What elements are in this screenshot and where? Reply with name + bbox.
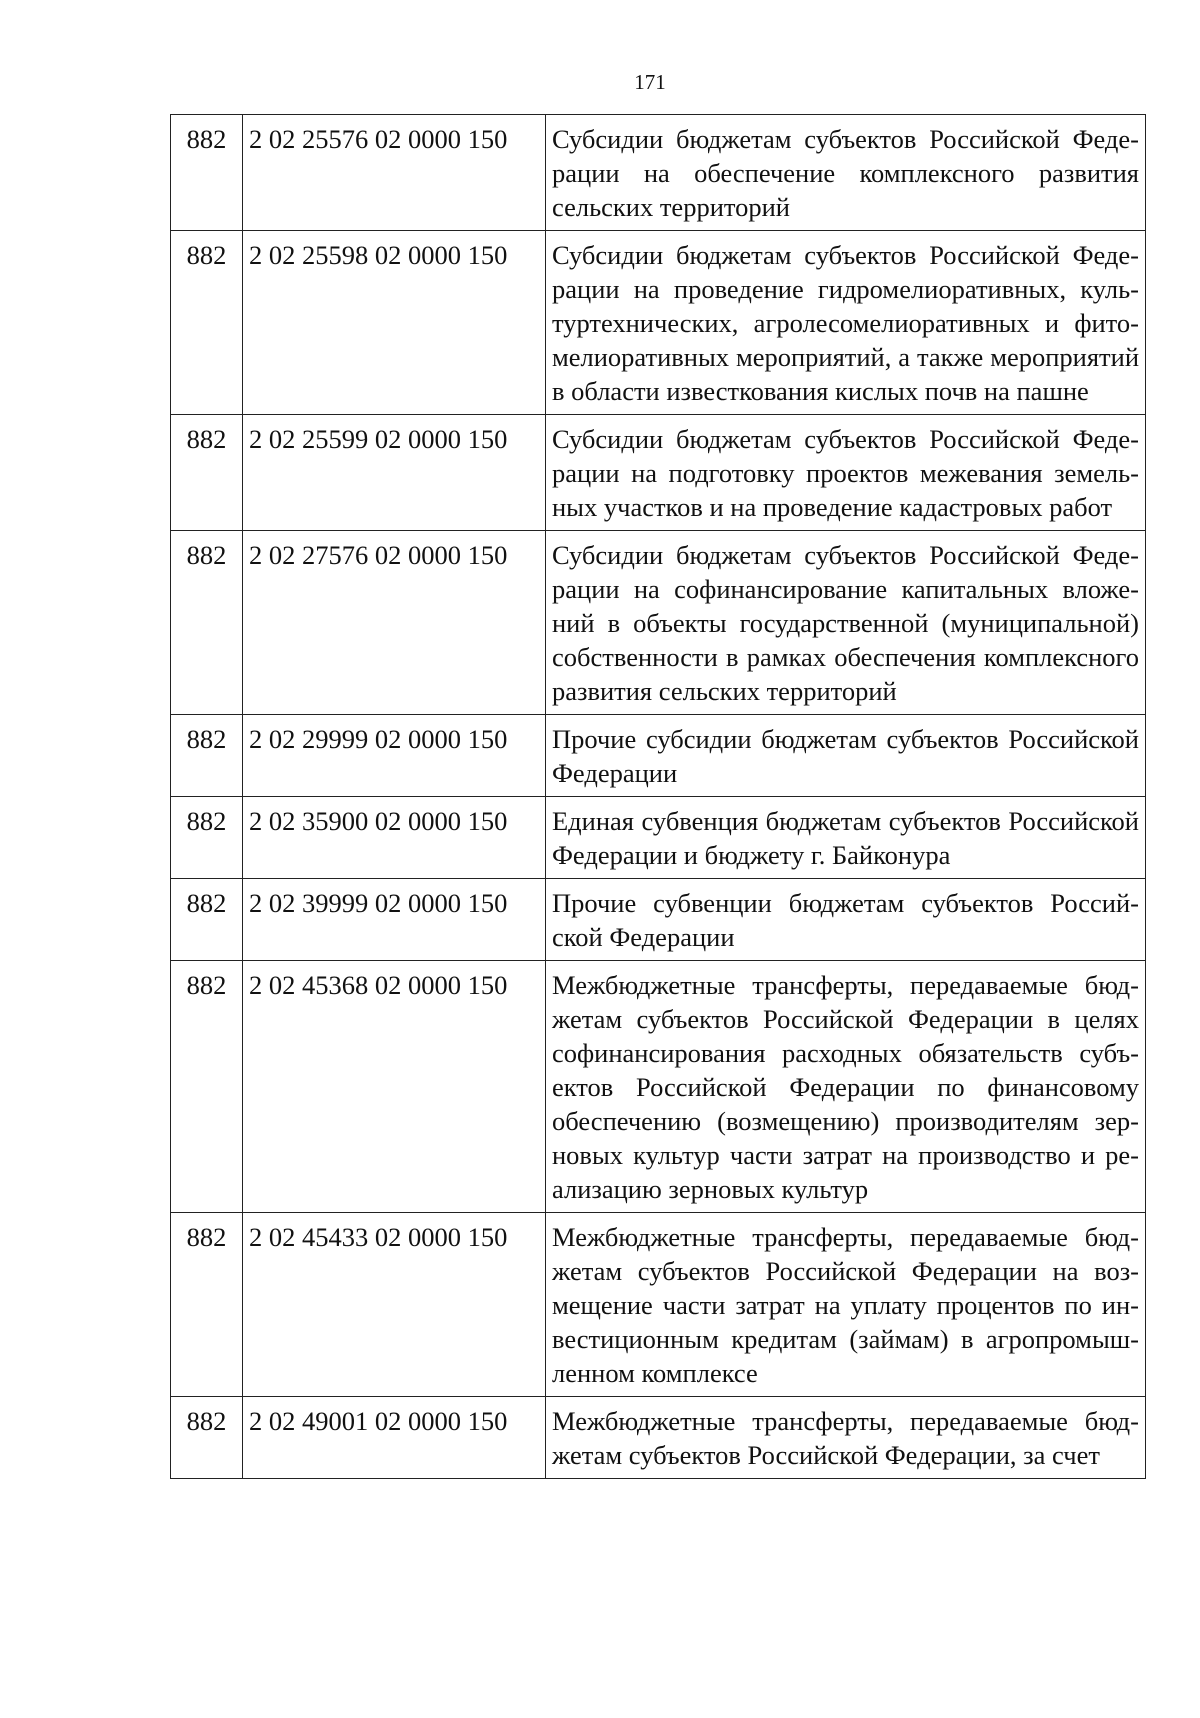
revenue-name-cell: Субсидии бюджетам субъектов Российской Федерации на проведение гидромелиоративных, культуртехнических, агролесомелиоративных и фитомелиоративных мероприятий, а также мероприятий в области известкования кислых почв на пашне <box>546 231 1146 415</box>
table-row <box>171 961 1146 1213</box>
revenue-name-cell: Субсидии бюджетам субъектов Российской Федерации на обеспечение комплексного развития сельских территорий <box>546 115 1146 231</box>
kbk-code-cell: 2 02 25576 02 0000 150 <box>243 115 546 231</box>
revenue-name-cell: Межбюджетные трансферты, передаваемые бюджетам субъектов Российской Федерации на возмещение части затрат на уплату процентов по инвестиционным кредитам (займам) в агропромышленном комплексе <box>546 1213 1146 1397</box>
kbk-code-cell: 2 02 29999 02 0000 150 <box>243 715 546 797</box>
table-row <box>171 531 1146 715</box>
revenue-name-cell: Межбюджетные трансферты, передаваемые бюджетам субъектов Российской Федерации в целях софинансирования расходных обязательств субъектов Российской Федерации по финансовому обеспечению (возмещению) производителям зерновых культур части затрат на производство и реализацию зерновых культур <box>546 961 1146 1213</box>
revenue-name-cell: Единая субвенция бюджетам субъектов Российской Федерации и бюджету г. Байконура <box>546 797 1146 879</box>
page-number: 171 <box>634 70 666 94</box>
kbk-code-cell: 2 02 25598 02 0000 150 <box>243 231 546 415</box>
admin-code-cell: 882 <box>171 715 243 797</box>
admin-code-cell: 882 <box>171 415 243 531</box>
revenue-name-cell: Межбюджетные трансферты, передаваемые бюджетам субъектов Российской Федерации, за счет <box>546 1397 1146 1479</box>
kbk-code-cell: 2 02 27576 02 0000 150 <box>243 531 546 715</box>
admin-code-cell: 882 <box>171 1213 243 1397</box>
kbk-code-cell: 2 02 45368 02 0000 150 <box>243 961 546 1213</box>
table-row <box>171 415 1146 531</box>
kbk-code-cell: 2 02 35900 02 0000 150 <box>243 797 546 879</box>
admin-code-cell: 882 <box>171 879 243 961</box>
revenue-name-cell: Прочие субсидии бюджетам субъектов Российской Федерации <box>546 715 1146 797</box>
admin-code-cell: 882 <box>171 231 243 415</box>
admin-code-cell: 882 <box>171 531 243 715</box>
kbk-code-cell: 2 02 45433 02 0000 150 <box>243 1213 546 1397</box>
budget-codes-table <box>170 114 1146 1479</box>
table-row <box>171 1397 1146 1479</box>
table-row <box>171 231 1146 415</box>
table-row <box>171 715 1146 797</box>
admin-code-cell: 882 <box>171 961 243 1213</box>
table-row <box>171 797 1146 879</box>
kbk-code-cell: 2 02 39999 02 0000 150 <box>243 879 546 961</box>
revenue-name-cell: Прочие субвенции бюджетам субъектов Российской Федерации <box>546 879 1146 961</box>
kbk-code-cell: 2 02 49001 02 0000 150 <box>243 1397 546 1479</box>
revenue-name-cell: Субсидии бюджетам субъектов Российской Федерации на софинансирование капитальных вложений в объекты государственной (муниципальной) собственности в рамках обеспечения комплексного развития сельских территорий <box>546 531 1146 715</box>
table-row <box>171 879 1146 961</box>
kbk-code-cell: 2 02 25599 02 0000 150 <box>243 415 546 531</box>
admin-code-cell: 882 <box>171 797 243 879</box>
table-row <box>171 115 1146 231</box>
admin-code-cell: 882 <box>171 1397 243 1479</box>
admin-code-cell: 882 <box>171 115 243 231</box>
revenue-name-cell: Субсидии бюджетам субъектов Российской Федерации на подготовку проектов межевания земельных участков и на проведение кадастровых работ <box>546 415 1146 531</box>
table-row <box>171 1213 1146 1397</box>
